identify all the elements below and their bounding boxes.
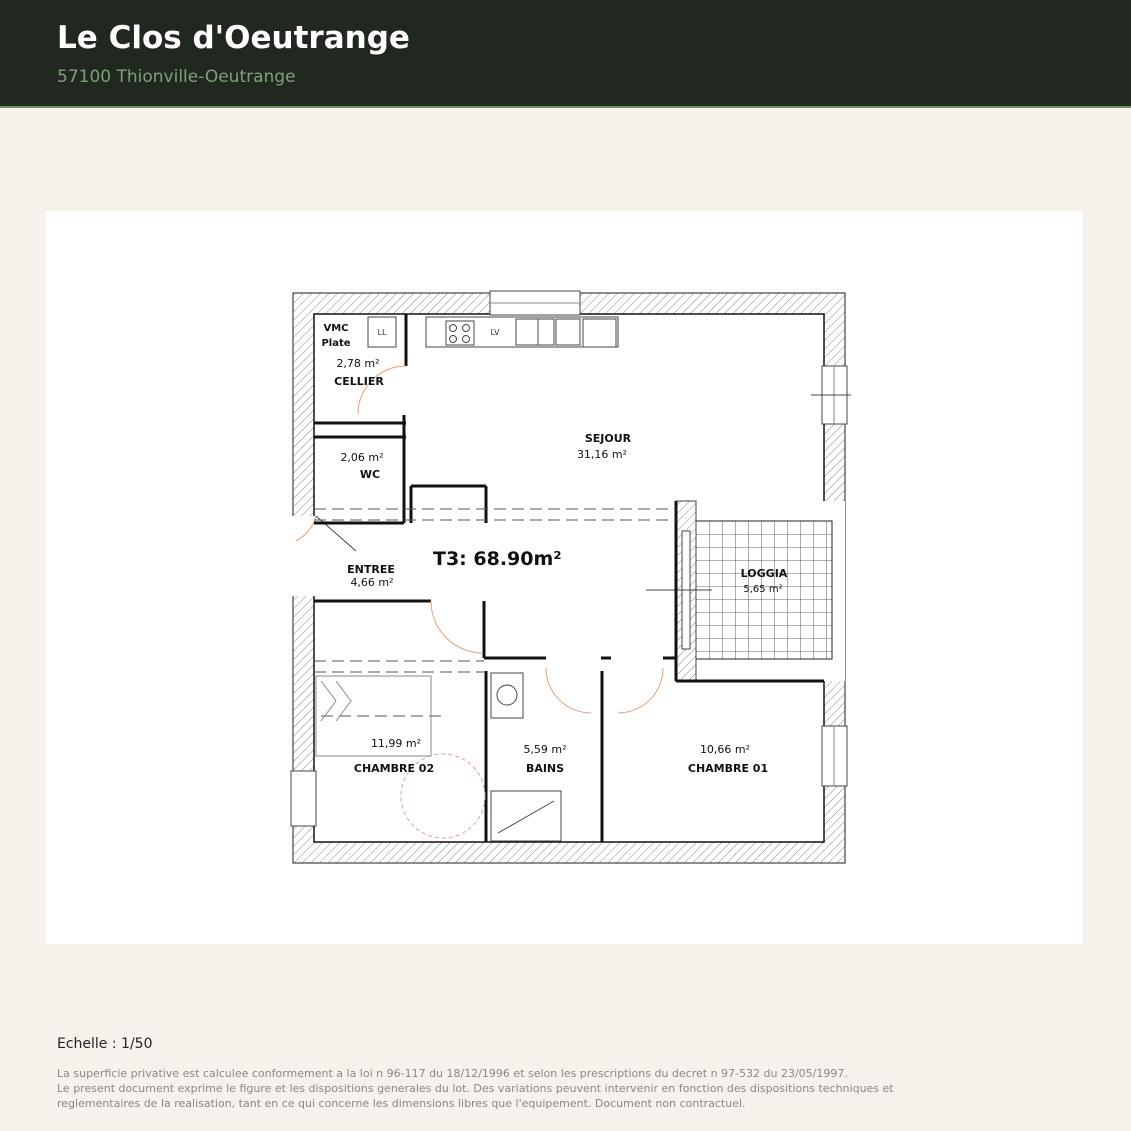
scale-label: Echelle : 1/50	[57, 1036, 153, 1052]
legal-line-2: Le present document exprime le figure et les dispositions generales du lot. Des variations peuvent intervenir en fonction des dispositions techniques et	[57, 1082, 894, 1095]
wc-label: WC	[359, 468, 381, 481]
legal-notice	[57, 1066, 1017, 1111]
chambre01-label: CHAMBRE 01	[687, 762, 769, 775]
vmc-plate-label: Plate	[321, 338, 351, 349]
legal-line-1: La superficie privative est calculee conformement a la loi n 96-117 du 18/12/1996 et selon les prescriptions du decret n 97-532 du 23/05/1997.	[57, 1067, 848, 1080]
loggia-label: LOGGIA	[740, 567, 788, 580]
lv-label: LV	[490, 328, 500, 337]
chambre02-label: CHAMBRE 02	[353, 762, 435, 775]
total-surface: T3: 68.90m²	[433, 548, 562, 570]
cellier-label: CELLIER	[334, 375, 384, 388]
entree-area: 4,66 m²	[350, 576, 394, 589]
entree-label: ENTREE	[347, 563, 395, 576]
bathroom-fixtures	[491, 673, 561, 841]
floor-plan	[46, 211, 1083, 944]
floor-plan-card	[46, 211, 1083, 944]
page-header	[0, 0, 1131, 108]
chambre02-area: 11,99 m²	[370, 737, 422, 750]
ll-label: LL	[377, 328, 387, 337]
cellier-area: 2,78 m²	[336, 357, 380, 370]
chambre01-area: 10,66 m²	[699, 743, 751, 756]
project-address: 57100 Thionville-Oeutrange	[57, 67, 296, 87]
vmc-label: VMC	[323, 323, 349, 334]
sejour-label: SEJOUR	[584, 432, 632, 445]
wc-area: 2,06 m²	[340, 451, 384, 464]
bains-area: 5,59 m²	[523, 743, 567, 756]
sejour-area: 31,16 m²	[576, 448, 628, 461]
bains-label: BAINS	[525, 762, 565, 775]
project-title: Le Clos d'Oeutrange	[57, 20, 410, 56]
legal-line-3: reglementaires de la realisation, tant en ce qui concerne les dimensions libres que l'equipement. Document non contractuel.	[57, 1097, 746, 1110]
entrance-opening	[291, 516, 316, 596]
loggia-area-value: 5,65 m²	[743, 584, 783, 595]
